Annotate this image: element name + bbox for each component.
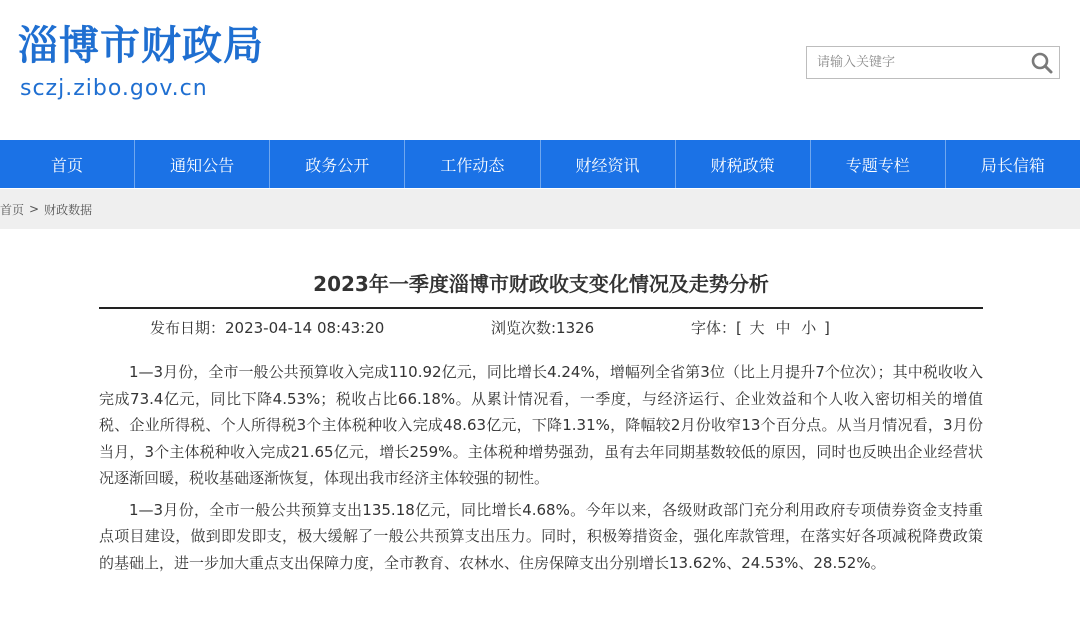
nav-item-special-topics[interactable]: 专题专栏: [811, 140, 946, 188]
site-url[interactable]: sczj.zibo.gov.cn: [20, 76, 208, 101]
breadcrumb-home[interactable]: 首页: [0, 202, 25, 217]
nav-item-finance-info[interactable]: 财经资讯: [541, 140, 676, 188]
view-count: 浏览次数:1326: [491, 319, 595, 337]
breadcrumb-current[interactable]: 财政数据: [44, 202, 93, 217]
breadcrumb: [0, 189, 1080, 229]
font-size-label: 字体：[: [691, 319, 742, 337]
breadcrumb-separator: >: [29, 202, 40, 216]
search-box: [806, 46, 1060, 79]
article-meta: [99, 311, 983, 345]
nav-item-notices[interactable]: 通知公告: [135, 140, 270, 188]
article-paragraph: 1—3月份，全市一般公共预算支出135.18亿元，同比增长4.68%。今年以来，各级财政部门充分利用政府专项债券资金支持重点项目建设，做到即发即支，极大缓解了一般公共预算支出压力。同时，积极筹措资金，强化库款管理，在落实好各项减税降费政策的基础上，进一步加大重点支出保障力度，全市教育、农林水、住房保障支出分别增长13.62%、24.53%、28.52%。: [99, 500, 983, 572]
font-size-medium-button[interactable]: 中: [775, 319, 791, 337]
font-size-small-button[interactable]: 小: [801, 319, 817, 337]
site-header: [0, 0, 1080, 140]
nav-item-gov-affairs[interactable]: 政务公开: [270, 140, 405, 188]
nav-item-work-news[interactable]: 工作动态: [405, 140, 540, 188]
main-nav: [0, 140, 1080, 188]
site-title[interactable]: 淄博市财政局: [18, 23, 264, 69]
search-input[interactable]: [807, 47, 1022, 78]
article: [99, 263, 983, 576]
article-paragraph: 1—3月份，全市一般公共预算收入完成110.92亿元，同比增长4.24%，增幅列全省第3位（比上月提升7个位次）；其中税收收入完成73.4亿元，同比下降4.53%；税收占比66.18%。从累计情况看，一季度，与经济运行、企业效益和个人收入密切相关的增值税、企业所得税、个人所得税3个主体税种收入完成48.63亿元，下降1.31%，降幅较2月份收窄13个百分点。从当月情况看，3月份当月，3个主体税种收入完成21.65亿元，增长259%。主体税种增势强劲，虽有去年同期基数较低的原因，同时也反映出企业经营状况逐渐回暖，税收基础逐渐恢复，体现出我市经济主体较强的韧性。: [99, 363, 983, 487]
title-divider: [99, 307, 983, 309]
font-size-bracket: ]: [824, 319, 830, 337]
nav-item-home[interactable]: 首页: [0, 140, 135, 188]
article-title: 2023年一季度淄博市财政收支变化情况及走势分析: [313, 272, 769, 296]
search-icon[interactable]: [1029, 50, 1055, 76]
nav-item-tax-policy[interactable]: 财税政策: [676, 140, 811, 188]
font-size-switcher: [691, 311, 830, 345]
font-size-large-button[interactable]: 大: [749, 319, 765, 337]
nav-item-director-mailbox[interactable]: 局长信箱: [980, 155, 1045, 175]
publish-date: 发布日期：2023-04-14 08:43:20: [150, 319, 385, 337]
